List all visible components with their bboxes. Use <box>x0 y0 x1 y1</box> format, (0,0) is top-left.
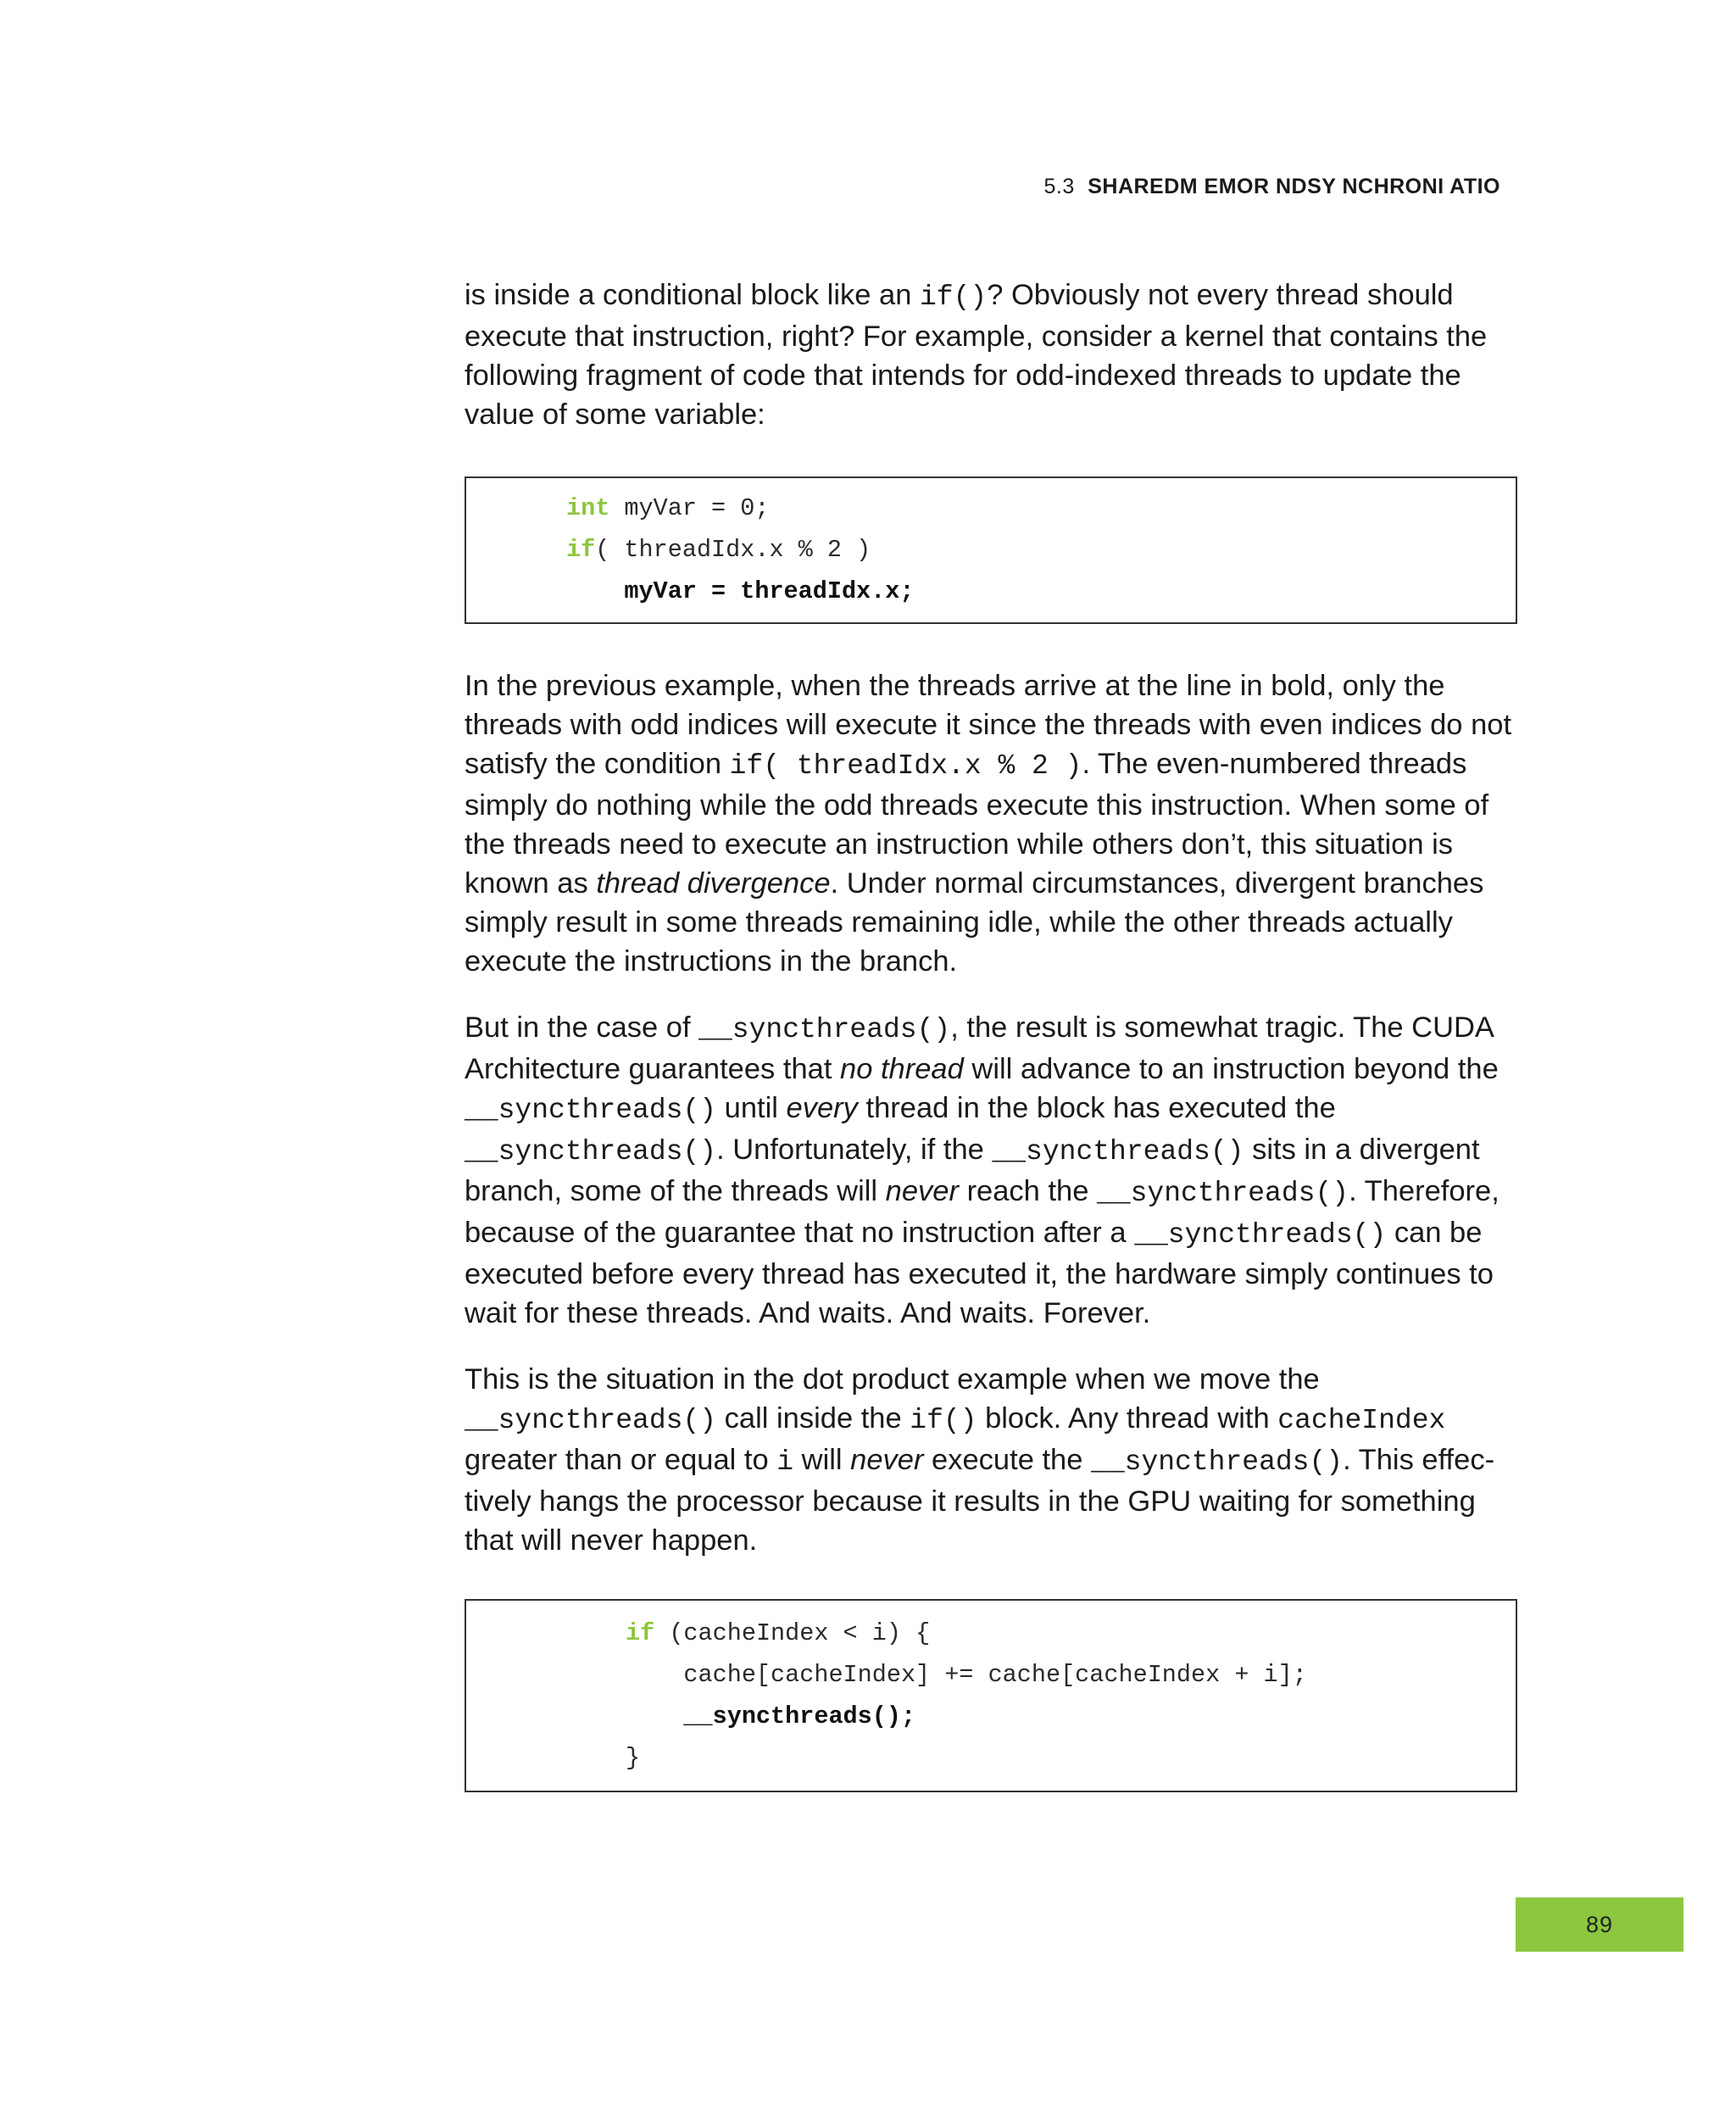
code-line <box>626 1654 1516 1696</box>
code-line <box>626 1696 1516 1737</box>
emphasis: thread divergence <box>596 867 831 900</box>
text: until <box>716 1092 787 1124</box>
text: But in the case of <box>465 1011 699 1044</box>
code-keyword: if <box>626 1619 655 1647</box>
text: is inside a conditional block like an <box>465 279 920 311</box>
inline-code: if() <box>919 281 988 313</box>
inline-code: __syncthreads() <box>992 1136 1244 1167</box>
text: can be executed before every thread has executed it, the hardware simply continues to wait for these threads. And waits. And waits. Forever. <box>465 1217 1494 1329</box>
text: reach the <box>958 1175 1098 1207</box>
inline-code: __syncthreads() <box>465 1405 717 1436</box>
code-keyword: int <box>566 494 610 522</box>
text: . Under normal circumstances, divergent branches simply result in some threads remaining idle, while the other threads actually execute the instructions in the branch. <box>465 867 1484 978</box>
text: will <box>793 1444 851 1476</box>
paragraph-dot-product <box>465 1360 1516 1560</box>
text: thread in the block has executed the <box>857 1092 1336 1124</box>
paragraph-intro <box>465 276 1516 434</box>
text: will advance to an instruction beyond the <box>963 1053 1499 1085</box>
code-indent <box>566 577 624 605</box>
section-title: SHAREDM EMOR NDSY NCHRONI ATIO <box>1088 175 1500 198</box>
code-indent <box>626 1702 683 1730</box>
paragraph-divergence <box>465 666 1516 981</box>
inline-code: __syncthreads() <box>465 1095 717 1126</box>
code-text: } <box>626 1744 641 1772</box>
running-head <box>932 175 1500 199</box>
code-block-1 <box>465 476 1517 624</box>
inline-code: if( threadIdx.x % 2 ) <box>729 750 1082 782</box>
code-bold-line: __syncthreads(); <box>683 1702 916 1730</box>
text: . The even-numbered threads simply do nothing while the odd threads execute this instruction. When some of the threads need to execute an instruction while others don’t, this situation is known as <box>465 748 1489 900</box>
page-number-tab <box>1516 1897 1683 1952</box>
inline-code: __syncthreads() <box>1091 1446 1344 1478</box>
text: ? Obviously not every thread should execute that instruction, right? For example, consider a kernel that contains the following fragment of code that intends for odd-indexed threads to update the value of some variable: <box>465 279 1488 431</box>
code-line <box>626 1737 1516 1779</box>
code-line <box>566 488 1516 529</box>
text: sits in a divergent branch, some of the threads will <box>465 1134 1480 1207</box>
code-line <box>626 1613 1516 1654</box>
page-number: 89 <box>1585 1911 1614 1937</box>
inline-code: cacheIndex <box>1277 1405 1446 1436</box>
text: call inside the <box>716 1402 910 1435</box>
inline-code: i <box>776 1446 794 1478</box>
code-keyword: if <box>566 536 596 564</box>
text: This is the situation in the dot product example when we move the <box>465 1363 1320 1396</box>
inline-code: __syncthreads() <box>698 1014 951 1045</box>
emphasis: never <box>850 1444 924 1476</box>
code-line <box>566 529 1516 571</box>
text: . Unfortunately, if the <box>716 1134 993 1166</box>
text: In the previous example, when the threads arrive at the line in bold, only the threads with odd indices will execute it since the threads with even indices do not satisfy the condition <box>465 670 1512 780</box>
text: greater than or equal to <box>465 1444 777 1476</box>
text: . Therefore, because of the guarantee that no instruction after a <box>465 1175 1500 1249</box>
page-body <box>465 276 1516 1792</box>
inline-code: __syncthreads() <box>1097 1178 1349 1209</box>
paragraph-syncthreads <box>465 1008 1516 1333</box>
section-number: 5.3 <box>1043 175 1075 198</box>
text: block. Any thread with <box>976 1402 1278 1435</box>
text: execute the <box>923 1444 1092 1476</box>
inline-code: if() <box>910 1405 977 1436</box>
code-text: (cacheIndex < i) { <box>654 1619 931 1647</box>
emphasis: every <box>786 1092 858 1124</box>
code-line <box>566 571 1516 612</box>
code-text: myVar = 0; <box>609 494 770 522</box>
inline-code: __syncthreads() <box>465 1136 717 1167</box>
text: . This effec- tively hangs the processor because it results in the GPU waiting for something that will never happen. <box>465 1444 1495 1557</box>
code-block-2 <box>465 1599 1517 1792</box>
code-text: ( threadIdx.x % 2 ) <box>595 536 871 564</box>
emphasis: never <box>885 1175 959 1207</box>
code-text: cache[cacheIndex] += cache[cacheIndex + i]; <box>626 1661 1307 1689</box>
text: , the result is somewhat tragic. The CUDA Architecture guarantees that <box>465 1011 1494 1085</box>
inline-code: __syncthreads() <box>1134 1219 1387 1251</box>
emphasis: no thread <box>840 1053 964 1085</box>
code-bold-line: myVar = threadIdx.x; <box>624 577 915 605</box>
